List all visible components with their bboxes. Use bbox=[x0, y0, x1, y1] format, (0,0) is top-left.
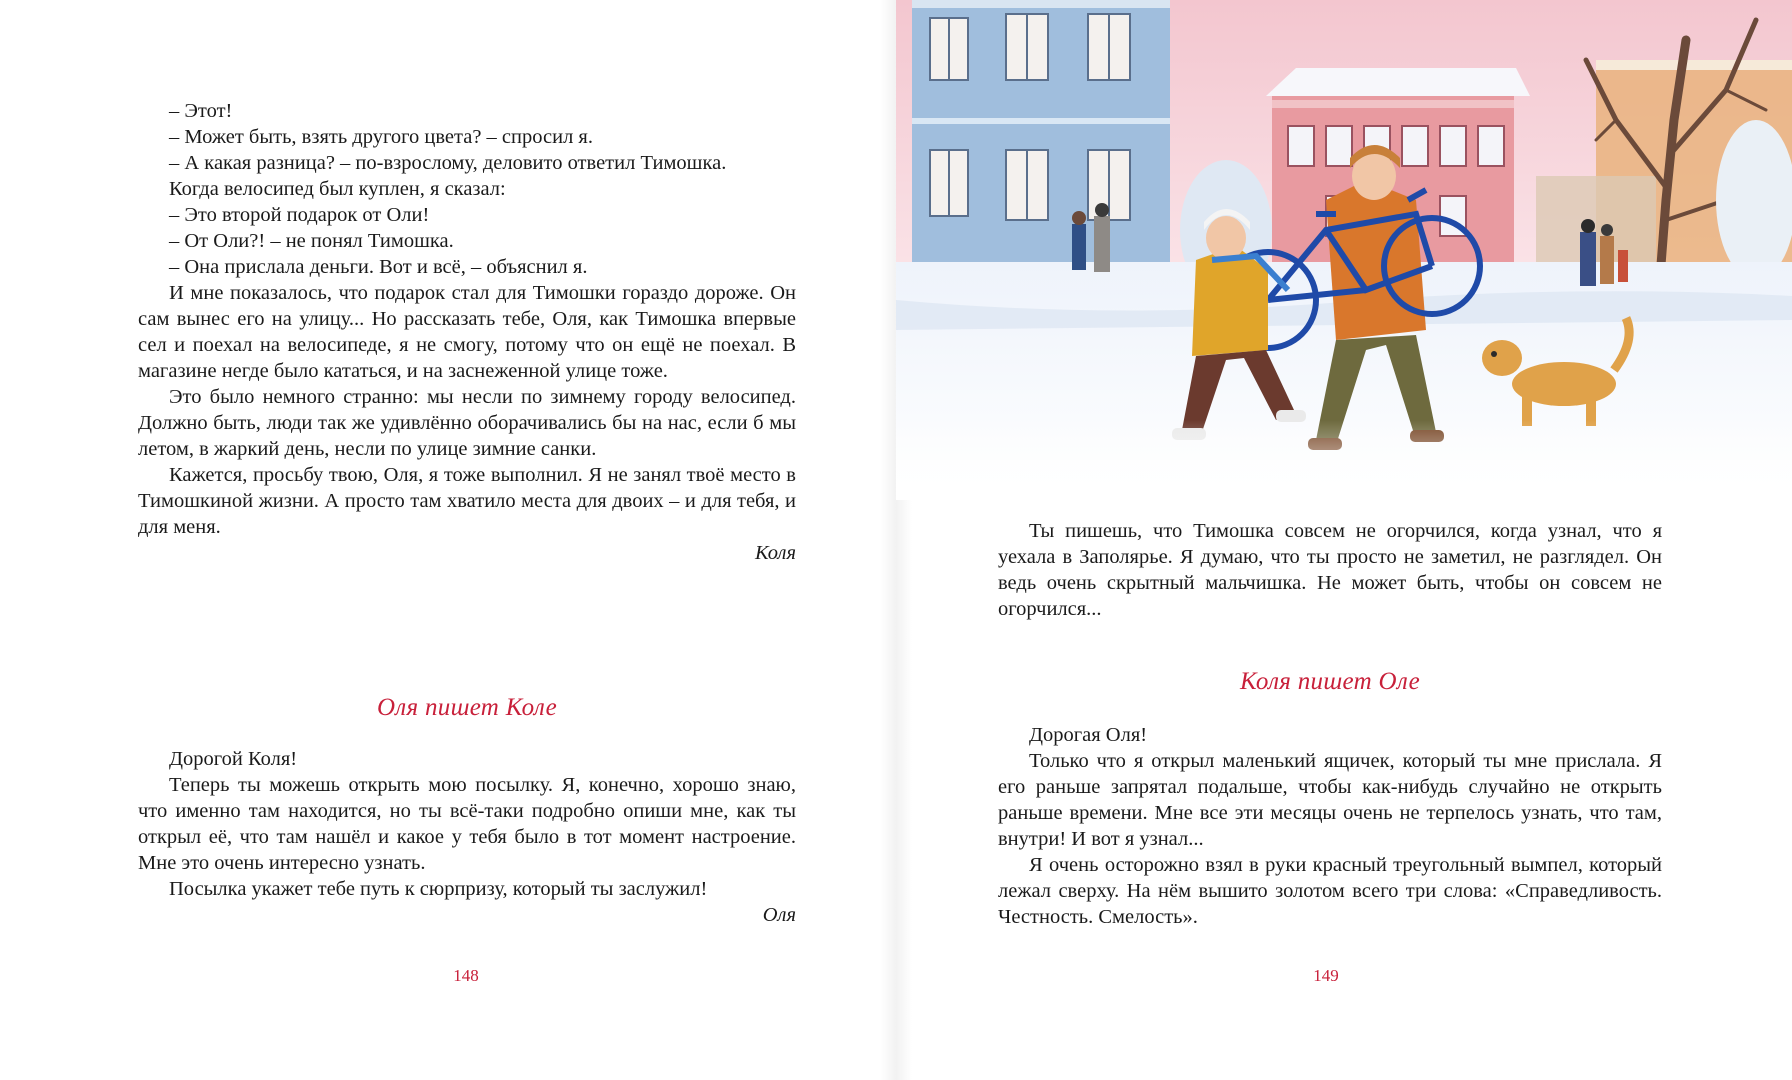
blue-building bbox=[912, 0, 1170, 292]
letter-title-kolya: Коля пишет Оле bbox=[1239, 668, 1421, 695]
signature-kolya: Коля bbox=[754, 542, 796, 564]
paragraph: – Может быть, взять другого цвета? – спросил я. bbox=[169, 126, 593, 148]
paragraph: – Она прислала деньги. Вот и всё, – объяснил я. bbox=[169, 256, 588, 278]
right-page bbox=[896, 0, 1792, 1080]
page-number: 148 bbox=[453, 966, 479, 985]
letter-body-kolya bbox=[998, 722, 1662, 930]
letter-greeting: Дорогой Коля! bbox=[169, 748, 298, 770]
paragraph: Только что я открыл маленький ящичек, который ты мне прислала. Я его раньше запрятал подальше, чтобы как-нибудь случайно не открыть раньше времени. Мне все эти месяцы очень не терпелось узнать, что там, внутри! И вот я узнал... bbox=[998, 750, 1662, 850]
paragraph: – Этот! bbox=[169, 100, 233, 122]
paragraph: И мне показалось, что подарок стал для Тимошки гораздо дороже. Он сам вынес его на улицу... Но рассказать тебе, Оля, как Тимошка впервые сел и поехал на велосипеде, я не смогу, потому что он ещё не поехал. В магазине негде было кататься, и на заснеженной улице тоже. bbox=[138, 282, 796, 382]
paragraph: Ты пишешь, что Тимошка совсем не огорчился, когда узнал, что я уехала в Заполярье. Я думаю, что ты просто не заметил, не разглядел. Он ведь очень скрытный мальчишка. Не может быть, чтобы он совсем не огорчился... bbox=[998, 520, 1662, 620]
winter-street-bicycle-illustration bbox=[896, 0, 1792, 500]
letter-title-olya: Оля пишет Коле bbox=[376, 694, 558, 721]
paragraph: Когда велосипед был куплен, я сказал: bbox=[169, 178, 506, 200]
left-page-text bbox=[138, 98, 796, 566]
paragraph: Теперь ты можешь открыть мою посылку. Я, конечно, хорошо знаю, что именно там находится, но ты всё-таки подробно опиши мне, как ты открыл её, что там нашёл и какое у тебя было в тот момент настроение. Мне это очень интересно узнать. bbox=[138, 774, 796, 874]
paragraph: Я очень осторожно взял в руки красный треугольный вымпел, который лежал сверху. На нём вышито золотом всего три слова: «Справедливость. Честность. Смелость». bbox=[998, 854, 1662, 928]
signature-olya: Оля bbox=[762, 904, 796, 926]
page-number: 149 bbox=[1313, 966, 1339, 985]
paragraph: Это было немного странно: мы несли по зимнему городу велосипед. Должно быть, люди так же удивлённо оборачивались бы на нас, если б мы летом, в жаркий день, несли по улице зимние санки. bbox=[138, 386, 796, 460]
paragraph: Кажется, просьбу твою, Оля, я тоже выполнил. Я не занял твоё место в Тимошкиной жизни. А просто там хватило места для двоих – и для тебя, и для меня. bbox=[138, 464, 796, 538]
paragraph: – От Оли?! – не понял Тимошка. bbox=[169, 230, 454, 252]
letter-greeting: Дорогая Оля! bbox=[1029, 724, 1148, 746]
paragraph: – Это второй подарок от Оли! bbox=[169, 204, 430, 226]
letter-body-olya bbox=[138, 746, 796, 928]
paragraph: Посылка укажет тебе путь к сюрпризу, который ты заслужил! bbox=[169, 878, 708, 900]
right-page-text bbox=[998, 518, 1662, 622]
paragraph: – А какая разница? – по-взрослому, деловито ответил Тимошка. bbox=[169, 152, 727, 174]
